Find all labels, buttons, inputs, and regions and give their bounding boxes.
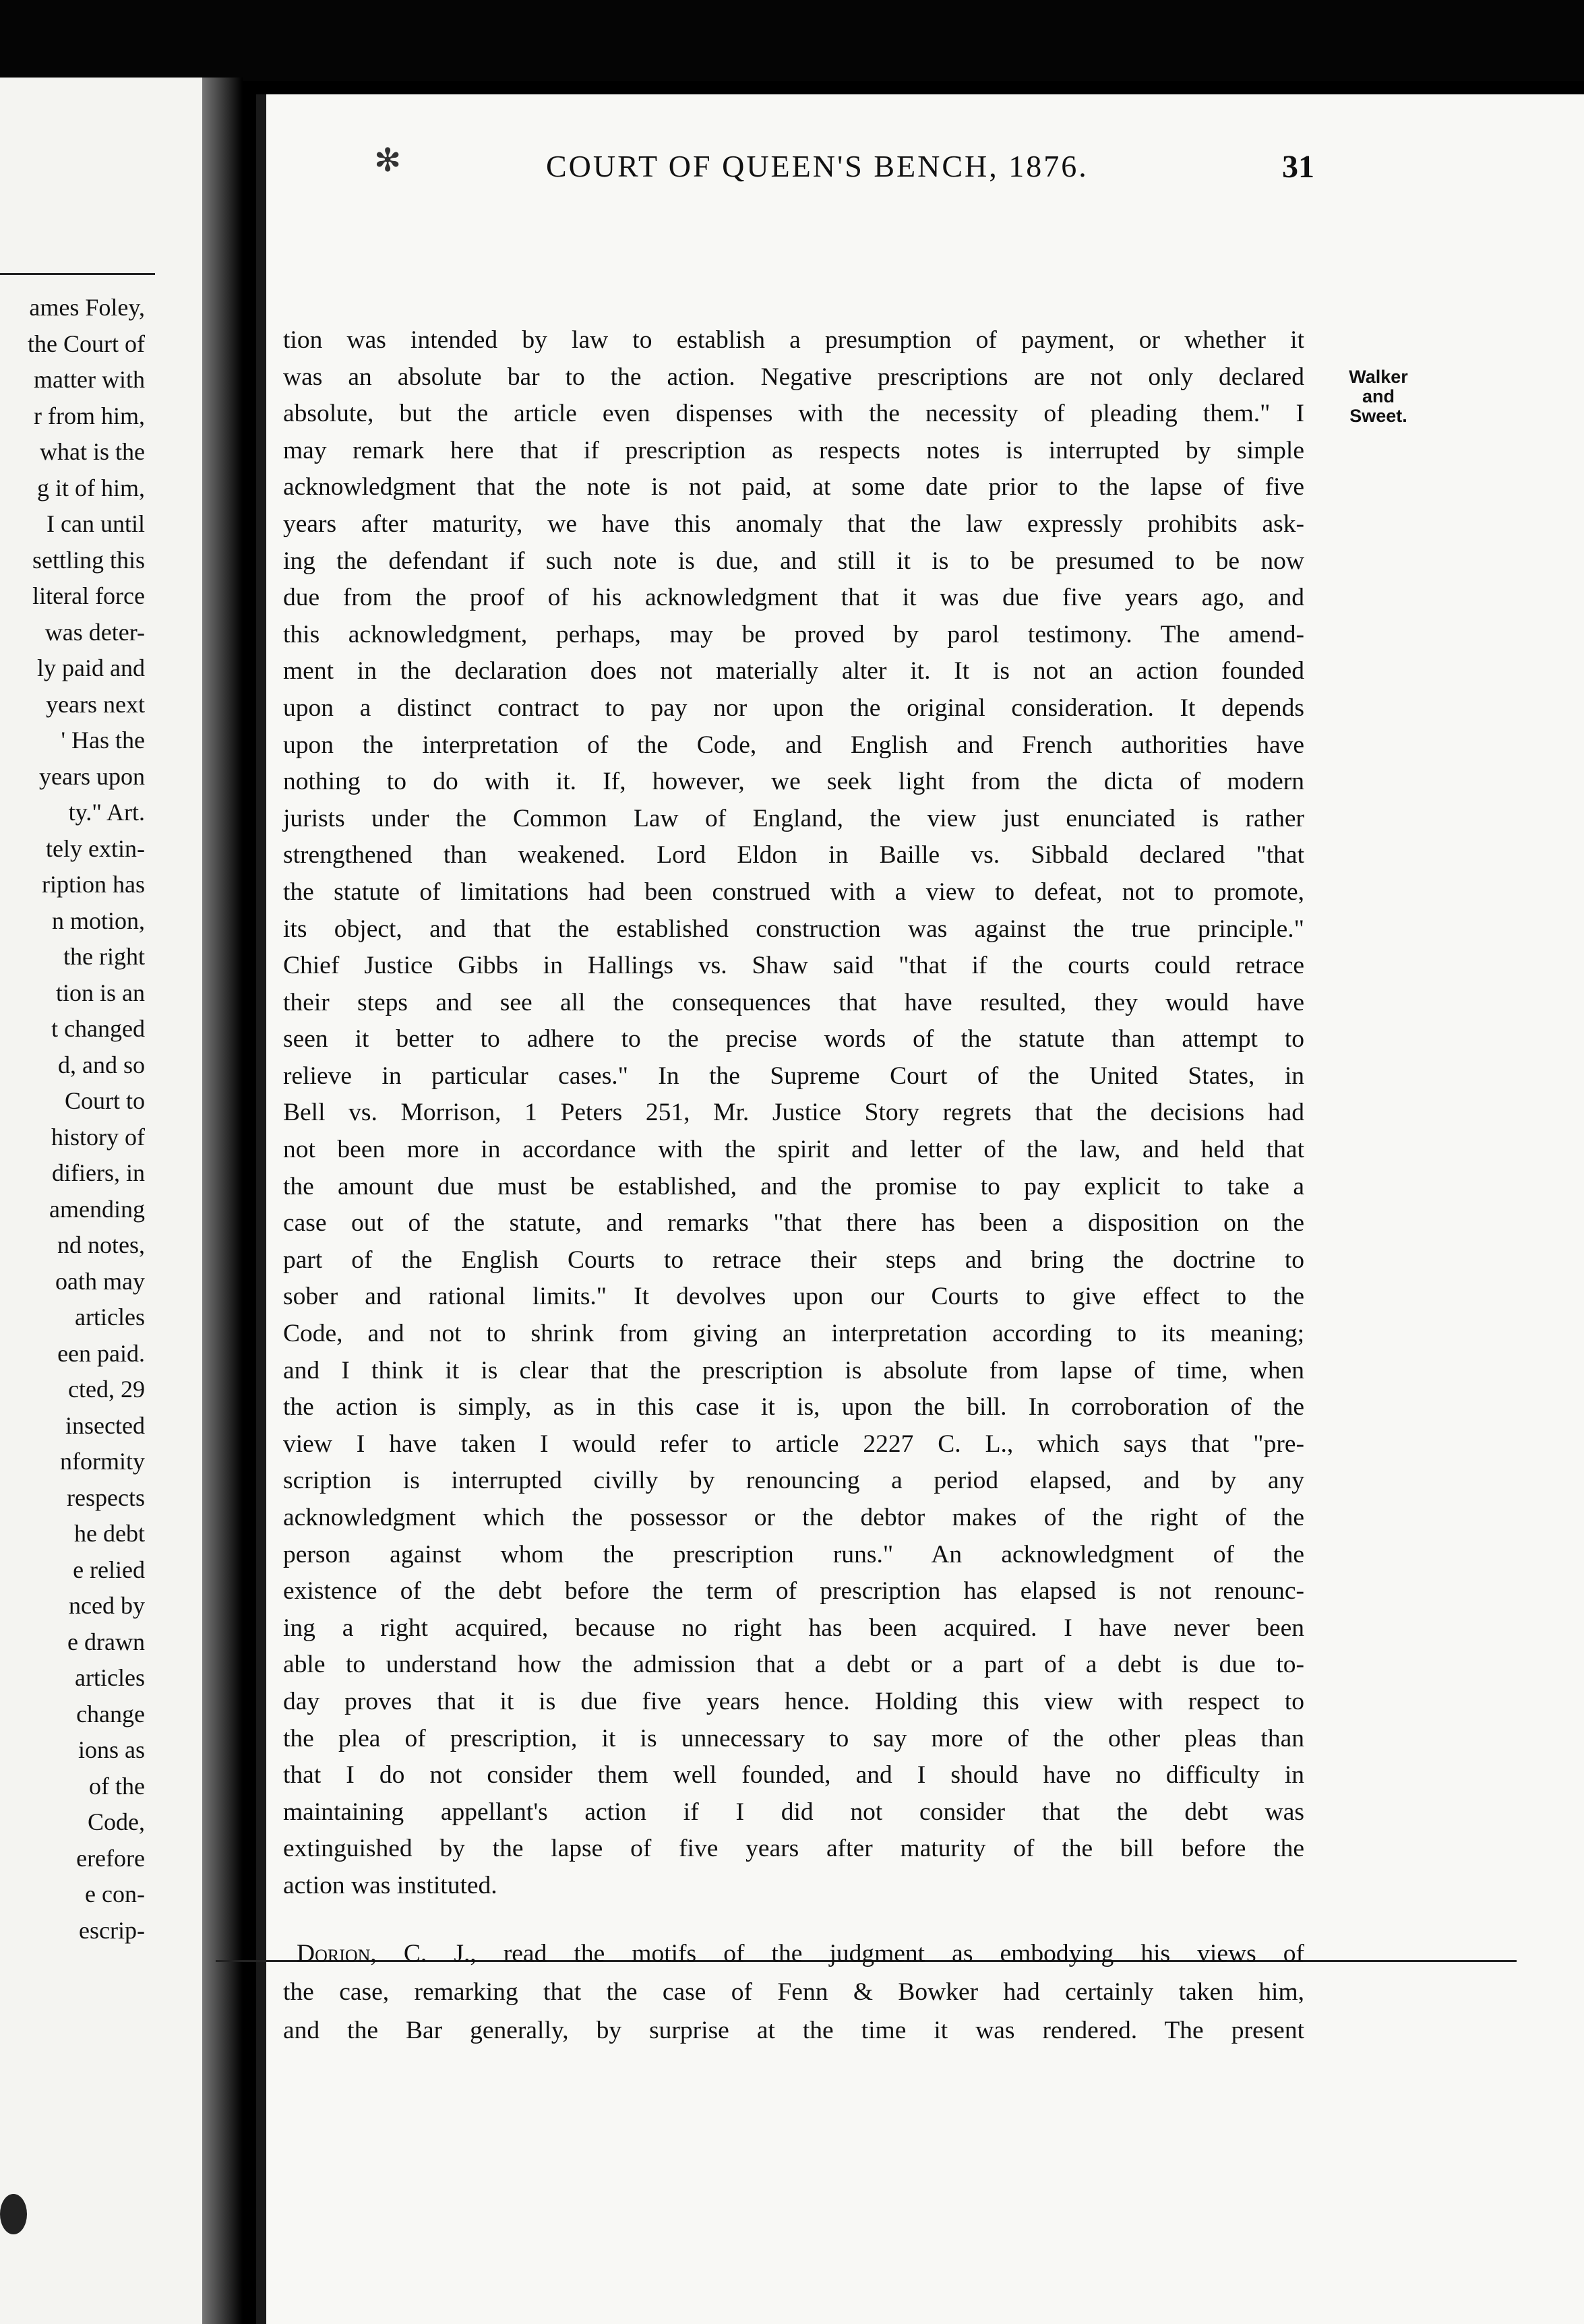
left-page-line: d, and so <box>58 1051 145 1078</box>
text-line: person against whom the prescription runs." An acknowledgment of the <box>283 1540 1304 1568</box>
margin-note-line: Sweet. <box>1349 406 1407 426</box>
left-page-line: the Court of <box>28 330 145 357</box>
paragraph-line <box>283 1934 1304 1973</box>
text-line: Chief Justice Gibbs in Hallings vs. Shaw said "that if the courts could retrace <box>283 952 1304 980</box>
left-page-line: ly paid and <box>37 654 145 681</box>
text-line: the plea of prescription, it is unnecessary to say more of the other pleas than <box>283 1724 1304 1752</box>
left-page-line: insected <box>65 1411 145 1439</box>
text-line: sober and rational limits." It devolves upon our Courts to give effect to the <box>283 1283 1304 1311</box>
text-line: its object, and that the established construction was against the true principle." <box>283 915 1304 943</box>
text-line: absolute, but the article even dispenses with the necessity of pleading them." I <box>283 400 1304 428</box>
text-line: their steps and see all the consequences that have resulted, they would have <box>283 988 1304 1016</box>
text-line: day proves that it is due five years hence. Holding this view with respect to <box>283 1687 1304 1715</box>
text-line: due from the proof of his acknowledgment that it was due five years ago, and <box>283 584 1304 612</box>
text-line: tion was intended by law to establish a presumption of payment, or whether it <box>283 326 1304 354</box>
left-page-line: Court to <box>64 1087 145 1114</box>
text-line: was an absolute bar to the action. Negative prescriptions are not only declared <box>283 363 1304 391</box>
left-page-line: e relied <box>73 1556 145 1583</box>
speaker-name: Dorion <box>297 1940 371 1967</box>
paragraph-line: the case, remarking that the case of Fenn & Bowker had certainly taken him, <box>283 1978 1304 2006</box>
page-number: 31 <box>1282 149 1314 185</box>
left-page-line: history of <box>51 1123 145 1151</box>
left-page-line: t changed <box>51 1015 145 1042</box>
left-page-line: articles <box>75 1664 145 1691</box>
left-page-line: n motion, <box>51 907 145 934</box>
paragraph-line: and the Bar generally, by surprise at the time it was rendered. The present <box>283 2017 1304 2044</box>
left-page-line: nced by <box>69 1592 145 1619</box>
ink-blot <box>0 2194 27 2234</box>
left-page-line: ty." Art. <box>68 799 145 826</box>
left-page-line: nformity <box>60 1448 145 1475</box>
text-line: Bell vs. Morrison, 1 Peters 251, Mr. Justice Story regrets that the decisions had <box>283 1099 1304 1127</box>
left-page-line: literal force <box>32 582 145 609</box>
page-header <box>276 142 1314 189</box>
left-page-line: tely extin- <box>46 834 145 862</box>
left-page-line: matter with <box>34 366 145 393</box>
text-line: relieve in particular cases." In the Supreme Court of the United States, in <box>283 1062 1304 1090</box>
left-page-line: oath may <box>55 1267 145 1295</box>
text-line: able to understand how the admission that a debt or a part of a debt is due to- <box>283 1651 1304 1679</box>
left-page-line: e con- <box>85 1880 145 1907</box>
left-page-line: erefore <box>76 1844 145 1872</box>
text-line: years after maturity, we have this anomaly that the law expressly prohibits ask- <box>283 510 1304 538</box>
text-line: acknowledgment that the note is not paid, at some date prior to the lapse of five <box>283 473 1304 501</box>
left-page-line: ames Foley, <box>29 294 145 321</box>
left-page-line: Code, <box>88 1808 145 1835</box>
main-paragraph <box>283 322 1304 1905</box>
text-line: upon the interpretation of the Code, and English and French authorities have <box>283 731 1304 759</box>
gutter-shadow <box>202 78 243 2324</box>
left-page-line: e drawn <box>67 1628 145 1655</box>
running-head: COURT OF QUEEN'S BENCH, 1876. <box>546 149 1089 183</box>
paragraph-line-text: , C. J., read the motifs of the judgment as embodying his views of <box>370 1940 1304 1967</box>
left-page-line: tion is an <box>56 979 145 1006</box>
left-page-line: nd notes, <box>57 1231 145 1258</box>
text-line: part of the English Courts to retrace their steps and bring the doctrine to <box>283 1246 1304 1274</box>
left-page-line: of the <box>89 1772 145 1800</box>
left-page-line: change <box>76 1700 145 1727</box>
left-page-line: r from him, <box>34 402 145 429</box>
text-line: Code, and not to shrink from giving an interpretation according to its meaning; <box>283 1320 1304 1348</box>
text-line: nothing to do with it. If, however, we seek light from the dicta of modern <box>283 768 1304 796</box>
left-page-line: he debt <box>74 1520 145 1547</box>
left-page-line: years next <box>46 690 145 718</box>
text-line: jurists under the Common Law of England, the view just enunciated is rather <box>283 804 1304 832</box>
left-facing-page <box>0 78 216 2324</box>
scan-border-top <box>0 0 1584 81</box>
margin-note-line: Walker <box>1349 367 1408 387</box>
text-line: may remark here that if prescription as respects notes is interrupted by simple <box>283 436 1304 464</box>
text-line: view I have taken I would refer to article 2227 C. L., which says that "pre- <box>283 1430 1304 1458</box>
text-line: the action is simply, as in this case it is, upon the bill. In corroboration of the <box>283 1393 1304 1421</box>
left-page-line: respects <box>67 1484 145 1511</box>
left-page-text <box>0 290 145 1949</box>
header-ornament: ✻ <box>374 142 402 179</box>
text-line: ment in the declaration does not materially alter it. It is not an action founded <box>283 657 1304 685</box>
left-page-line: cted, 29 <box>68 1376 145 1403</box>
text-line: action was instituted. <box>283 1871 497 1899</box>
left-page-line: was deter- <box>44 618 145 646</box>
text-line: this acknowledgment, perhaps, may be proved by parol testimony. The amend- <box>283 620 1304 648</box>
left-page-rule <box>0 273 155 275</box>
dorion-paragraph <box>283 1934 1304 2050</box>
text-line: the statute of limitations had been construed with a view to defeat, not to promote, <box>283 878 1304 906</box>
left-page-line: years upon <box>39 762 145 790</box>
text-line: scription is interrupted civilly by renouncing a period elapsed, and by any <box>283 1467 1304 1495</box>
left-page-line: settling this <box>32 546 145 574</box>
left-page-line: the right <box>63 943 145 970</box>
left-page-line: amending <box>49 1195 145 1223</box>
text-line: maintaining appellant's action if I did not consider that the debt was <box>283 1798 1304 1826</box>
left-page-line: I can until <box>47 510 145 537</box>
left-page-line: een paid. <box>57 1339 145 1367</box>
text-line: that I do not consider them well founded, and I should have no difficulty in <box>283 1761 1304 1790</box>
text-line: extinguished by the lapse of five years after maturity of the bill before the <box>283 1835 1304 1863</box>
left-page-line: escrip- <box>79 1916 145 1944</box>
margin-note <box>1331 367 1426 426</box>
text-line: ing a right acquired, because no right has been acquired. I have never been <box>283 1614 1304 1642</box>
left-page-line: what is the <box>40 438 145 465</box>
text-line: existence of the debt before the term of prescription has elapsed is not renounc- <box>283 1577 1304 1606</box>
left-page-line: g it of him, <box>37 474 145 501</box>
left-page-line: difiers, in <box>52 1159 145 1186</box>
left-page-line: articles <box>75 1304 145 1331</box>
text-line: ing the defendant if such note is due, and still it is to be presumed to be now <box>283 547 1304 575</box>
margin-note-line: and <box>1362 386 1395 406</box>
text-line: acknowledgment which the possessor or the debtor makes of the right of the <box>283 1504 1304 1531</box>
left-page-line: ription has <box>42 871 145 898</box>
text-line: case out of the statute, and remarks "that there has been a disposition on the <box>283 1209 1304 1237</box>
text-line: strengthened than weakened. Lord Eldon in Baille vs. Sibbald declared "that <box>283 841 1304 869</box>
text-line: not been more in accordance with the spirit and letter of the law, and held that <box>283 1136 1304 1164</box>
text-line: seen it better to adhere to the precise words of the statute than attempt to <box>283 1025 1304 1053</box>
text-line: the amount due must be established, and the promise to pay explicit to take a <box>283 1172 1304 1200</box>
left-page-line: ' Has the <box>61 727 145 754</box>
text-line: upon a distinct contract to pay nor upon the original consideration. It depends <box>283 694 1304 722</box>
text-line: and I think it is clear that the prescription is absolute from lapse of time, when <box>283 1356 1304 1384</box>
left-page-line: ions as <box>78 1736 145 1763</box>
